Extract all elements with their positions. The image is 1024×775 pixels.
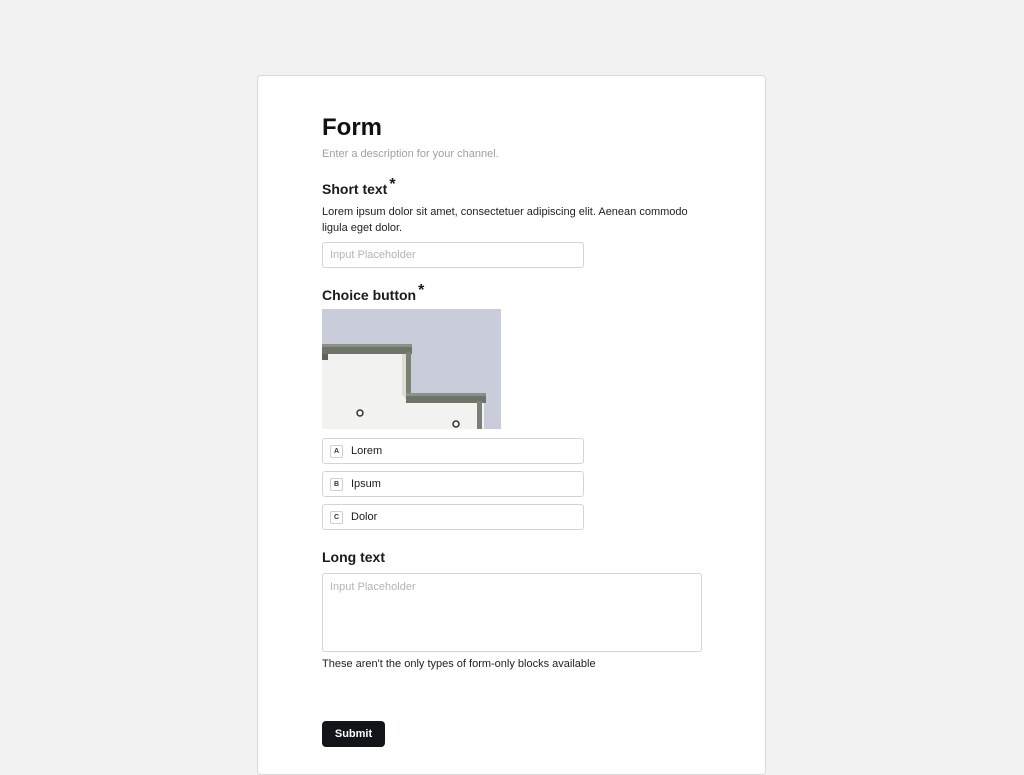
choice-label: Dolor — [351, 511, 378, 523]
choice-key: A — [330, 445, 343, 458]
required-marker: * — [418, 282, 425, 299]
choice-label: Lorem — [351, 445, 383, 457]
choice-key: B — [330, 478, 343, 491]
form-note: These aren't the only types of form-only blocks available — [322, 658, 596, 670]
form-description: Enter a description for your channel. — [322, 148, 499, 160]
choice-option-c[interactable] — [322, 504, 584, 530]
stairs-wall-image — [322, 309, 501, 429]
choice-option-a[interactable] — [322, 438, 584, 464]
choice-key: C — [330, 511, 343, 524]
required-marker: * — [389, 176, 396, 193]
short-text-input[interactable] — [322, 242, 584, 268]
short-text-help: Lorem ipsum dolor sit amet, consectetuer adipiscing elit. Aenean commodo ligula eget dolor. — [322, 206, 688, 234]
submit-button[interactable]: Submit — [322, 721, 385, 747]
form-card — [257, 75, 766, 775]
choice-button-label-text: Choice button — [322, 287, 417, 303]
choice-label: Ipsum — [351, 478, 381, 490]
choice-button-label — [322, 282, 425, 305]
form-title: Form — [322, 114, 382, 141]
short-text-label-text: Short text — [322, 181, 388, 197]
choice-option-b[interactable] — [322, 471, 584, 497]
long-text-label: Long text — [322, 549, 385, 565]
long-text-input[interactable] — [322, 573, 702, 652]
choice-image — [322, 309, 501, 429]
short-text-label — [322, 176, 396, 199]
